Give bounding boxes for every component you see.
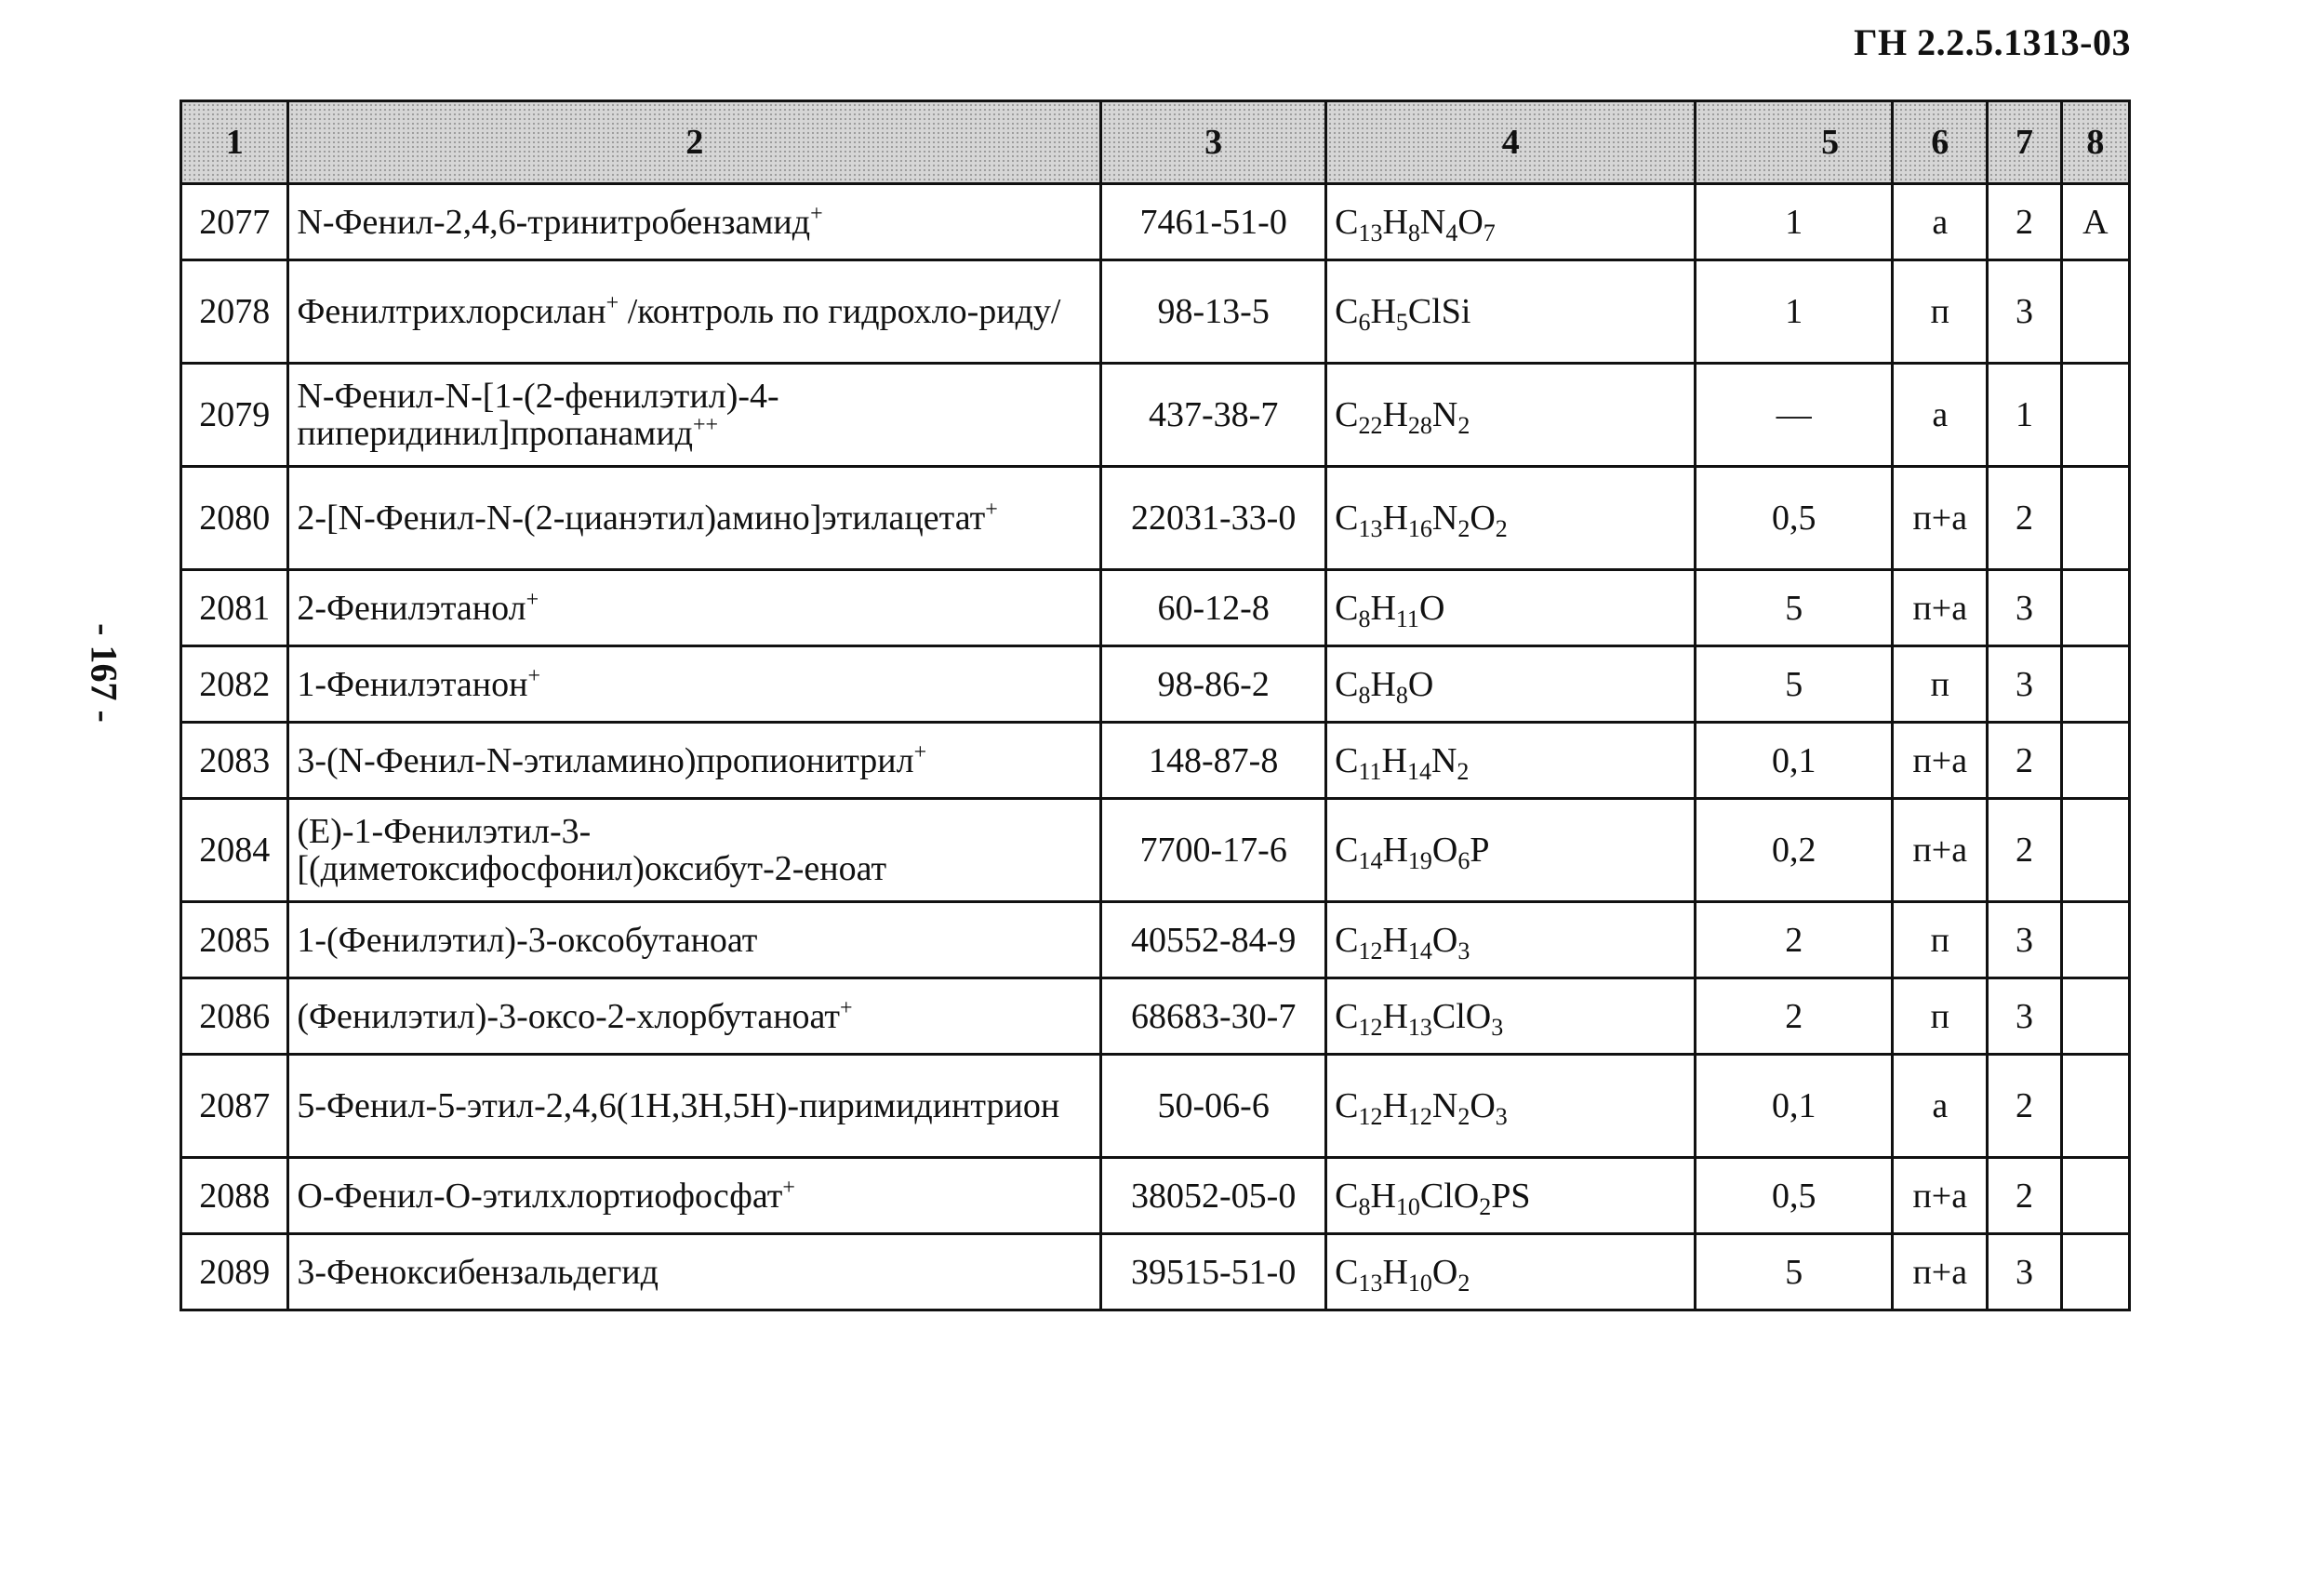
formula-subscript: 14 [1358, 847, 1383, 874]
cas-number: 7461-51-0 [1101, 184, 1326, 260]
substance-name-text: 2-Фенилэтанол [297, 588, 526, 628]
formula-subscript: 14 [1406, 757, 1431, 785]
formula-subscript: 12 [1407, 1103, 1432, 1130]
table-row [181, 1158, 2130, 1234]
formula-element: H [1370, 588, 1396, 628]
note-mark [2061, 1234, 2129, 1310]
note-mark: А [2061, 184, 2129, 260]
cas-number: 148-87-8 [1101, 723, 1326, 799]
formula-element: N [1431, 395, 1458, 434]
formula-subscript: 11 [1395, 605, 1419, 632]
row-number: 2081 [181, 570, 288, 646]
row-number: 2080 [181, 467, 288, 570]
aggregate-state: п [1893, 260, 1988, 364]
row-number: 2082 [181, 646, 288, 723]
cas-number: 98-13-5 [1101, 260, 1326, 364]
formula-subscript: 11 [1358, 757, 1382, 785]
formula-subscript: 16 [1407, 515, 1432, 542]
formula-subscript: 10 [1395, 1192, 1420, 1220]
substance-name-text: 2-[N-Фенил-N-(2-цианэтил)амино]этилацетат [297, 499, 986, 538]
chemical-formula [1326, 902, 1696, 978]
chemical-formula [1326, 723, 1696, 799]
chemical-formula [1326, 570, 1696, 646]
hazard-mark: + [782, 1175, 795, 1200]
table-row [181, 902, 2130, 978]
exposure-limit: 2 [1696, 902, 1893, 978]
hazard-class: 2 [1988, 467, 2061, 570]
substance-name-text: 3-(N-Фенил-N-этиламино)пропионитрил [297, 740, 914, 780]
exposure-limit: 0,1 [1696, 1055, 1893, 1158]
formula-element: C [1335, 1086, 1359, 1125]
formula-element: C [1335, 1252, 1359, 1292]
substance-name [288, 723, 1101, 799]
note-mark [2061, 902, 2129, 978]
formula-element: C [1335, 292, 1359, 331]
formula-element: C [1335, 499, 1359, 538]
note-mark [2061, 570, 2129, 646]
formula-subscript: 22 [1358, 412, 1383, 439]
table-row [181, 570, 2130, 646]
formula-element: ClO [1419, 1176, 1480, 1216]
formula-element: O [1457, 202, 1483, 242]
formula-element: C [1335, 1176, 1359, 1216]
formula-element: C [1335, 996, 1359, 1036]
row-number: 2084 [181, 799, 288, 902]
formula-subscript: 12 [1358, 937, 1383, 964]
exposure-limit: — [1696, 364, 1893, 467]
table-body [181, 184, 2130, 1310]
hazard-mark: + [840, 995, 853, 1020]
row-number: 2089 [181, 1234, 288, 1310]
table-row [181, 364, 2130, 467]
aggregate-state: п [1893, 646, 1988, 723]
aggregate-state: а [1893, 364, 1988, 467]
formula-subscript: 2 [1457, 412, 1470, 439]
hazard-class: 3 [1988, 902, 2061, 978]
formula-element: C [1335, 588, 1359, 628]
hazard-class: 2 [1988, 1158, 2061, 1234]
column-header-4: 4 [1326, 101, 1696, 184]
exposure-limit: 1 [1696, 184, 1893, 260]
aggregate-state: п+а [1893, 1234, 1988, 1310]
exposure-limit: 5 [1696, 646, 1893, 723]
hazard-mark: + [526, 587, 539, 612]
formula-element: N [1419, 202, 1446, 242]
note-mark [2061, 260, 2129, 364]
formula-subscript: 14 [1407, 937, 1432, 964]
formula-element: N [1431, 499, 1458, 538]
hazard-class: 3 [1988, 1234, 2061, 1310]
note-mark [2061, 1158, 2129, 1234]
substance-name [288, 467, 1101, 570]
aggregate-state: п+а [1893, 723, 1988, 799]
chemical-formula [1326, 467, 1696, 570]
formula-subscript: 2 [1457, 1269, 1470, 1297]
aggregate-state: п [1893, 902, 1988, 978]
exposure-limit: 1 [1696, 260, 1893, 364]
formula-subscript: 7 [1483, 219, 1496, 246]
formula-element: O [1431, 920, 1458, 960]
substance-name-text: 3-Феноксибензальдегид [297, 1252, 659, 1292]
column-header-7: 7 [1988, 101, 2061, 184]
table-row [181, 978, 2130, 1055]
cas-number: 50-06-6 [1101, 1055, 1326, 1158]
formula-subscript: 8 [1395, 681, 1408, 709]
hazard-mark: + [605, 291, 619, 315]
hazard-mark: + [810, 201, 823, 226]
formula-element: H [1382, 1086, 1408, 1125]
formula-element: H [1370, 292, 1396, 331]
aggregate-state: а [1893, 1055, 1988, 1158]
chemical-formula [1326, 260, 1696, 364]
formula-element: P [1470, 831, 1490, 870]
formula-element: H [1381, 740, 1407, 780]
formula-subscript: 2 [1457, 757, 1470, 785]
cas-number: 22031-33-0 [1101, 467, 1326, 570]
aggregate-state: п+а [1893, 1158, 1988, 1234]
formula-subscript: 8 [1358, 1192, 1371, 1220]
cas-number: 39515-51-0 [1101, 1234, 1326, 1310]
row-number: 2085 [181, 902, 288, 978]
formula-subscript: 3 [1491, 1013, 1504, 1041]
formula-element: C [1335, 831, 1359, 870]
note-mark [2061, 799, 2129, 902]
table-row [181, 467, 2130, 570]
substance-name-note: /контроль по гидрохло-риду/ [619, 292, 1061, 331]
column-header-8: 8 [2061, 101, 2129, 184]
formula-element: C [1335, 740, 1359, 780]
exposure-limit: 0,5 [1696, 467, 1893, 570]
row-number: 2078 [181, 260, 288, 364]
formula-element: O [1470, 1086, 1496, 1125]
note-mark [2061, 978, 2129, 1055]
column-header-2: 2 [288, 101, 1101, 184]
exposure-limit: 2 [1696, 978, 1893, 1055]
substance-name [288, 1234, 1101, 1310]
formula-subscript: 13 [1358, 1269, 1383, 1297]
table-row [181, 184, 2130, 260]
hazard-class: 2 [1988, 184, 2061, 260]
chemical-formula [1326, 1158, 1696, 1234]
formula-element: PS [1491, 1176, 1531, 1216]
formula-subscript: 4 [1445, 219, 1458, 246]
formula-element: H [1382, 395, 1408, 434]
substance-name-text: O-Фенил-O-этилхлортиофосфат [297, 1176, 783, 1216]
cas-number: 7700-17-6 [1101, 799, 1326, 902]
substance-name [288, 1055, 1101, 1158]
substance-name [288, 364, 1101, 467]
cas-number: 40552-84-9 [1101, 902, 1326, 978]
formula-element: C [1335, 202, 1359, 242]
formula-element: O [1418, 588, 1445, 628]
formula-subscript: 12 [1358, 1103, 1383, 1130]
formula-subscript: 6 [1457, 847, 1470, 874]
formula-element: O [1431, 831, 1458, 870]
aggregate-state: п [1893, 978, 1988, 1055]
exposure-limit: 0,5 [1696, 1158, 1893, 1234]
formula-element: C [1335, 664, 1359, 704]
note-mark [2061, 646, 2129, 723]
formula-subscript: 2 [1479, 1192, 1492, 1220]
hazard-class: 2 [1988, 1055, 2061, 1158]
formula-element: O [1407, 664, 1434, 704]
chemical-formula [1326, 646, 1696, 723]
hazard-class: 3 [1988, 978, 2061, 1055]
formula-subscript: 13 [1358, 219, 1383, 246]
formula-subscript: 3 [1457, 937, 1470, 964]
substance-name [288, 799, 1101, 902]
row-number: 2079 [181, 364, 288, 467]
aggregate-state: а [1893, 184, 1988, 260]
formula-element: H [1382, 831, 1408, 870]
table-row [181, 799, 2130, 902]
note-mark [2061, 364, 2129, 467]
formula-element: H [1382, 499, 1408, 538]
row-number: 2086 [181, 978, 288, 1055]
substance-name [288, 570, 1101, 646]
note-mark [2061, 1055, 2129, 1158]
cas-number: 60-12-8 [1101, 570, 1326, 646]
substance-name-text: (Фенилэтил)-3-оксо-2-хлорбутаноат [297, 996, 841, 1036]
formula-subscript: 3 [1495, 1103, 1508, 1130]
table-row [181, 1055, 2130, 1158]
note-mark [2061, 723, 2129, 799]
formula-subscript: 2 [1457, 1103, 1470, 1130]
column-header-1: 1 [181, 101, 288, 184]
formula-element: H [1382, 920, 1408, 960]
formula-subscript: 8 [1407, 219, 1420, 246]
exposure-limit: 5 [1696, 570, 1893, 646]
table-row [181, 646, 2130, 723]
table-row [181, 723, 2130, 799]
aggregate-state: п+а [1893, 467, 1988, 570]
table-row [181, 260, 2130, 364]
hazard-class: 2 [1988, 723, 2061, 799]
formula-element: O [1431, 1252, 1458, 1292]
cas-number: 38052-05-0 [1101, 1158, 1326, 1234]
exposure-limit: 0,2 [1696, 799, 1893, 902]
formula-element: C [1335, 920, 1359, 960]
hazard-mark: + [527, 663, 541, 688]
substance-name-text: 1-Фенилэтанон [297, 664, 528, 704]
substance-name-text: Фенилтрихлорсилан [297, 292, 606, 331]
header-row [181, 101, 2130, 184]
formula-subscript: 13 [1407, 1013, 1432, 1041]
row-number: 2083 [181, 723, 288, 799]
document-code: ГН 2.2.5.1313-03 [1854, 21, 2131, 63]
formula-element: H [1370, 1176, 1396, 1216]
formula-subscript: 28 [1407, 412, 1432, 439]
formula-subscript: 10 [1407, 1269, 1432, 1297]
table-row [181, 1234, 2130, 1310]
note-mark [2061, 467, 2129, 570]
chemical-formula [1326, 978, 1696, 1055]
cas-number: 437-38-7 [1101, 364, 1326, 467]
substance-name [288, 978, 1101, 1055]
formula-element: H [1370, 664, 1396, 704]
substance-name [288, 902, 1101, 978]
substances-table [180, 100, 2131, 1311]
chemical-formula [1326, 1234, 1696, 1310]
row-number: 2087 [181, 1055, 288, 1158]
cas-number: 68683-30-7 [1101, 978, 1326, 1055]
chemical-formula [1326, 1055, 1696, 1158]
formula-element: ClO [1431, 996, 1492, 1036]
formula-subscript: 12 [1358, 1013, 1383, 1041]
formula-element: C [1335, 395, 1359, 434]
hazard-class: 3 [1988, 646, 2061, 723]
aggregate-state: п+а [1893, 799, 1988, 902]
formula-element: H [1382, 996, 1408, 1036]
substance-name [288, 260, 1101, 364]
formula-subscript: 8 [1358, 681, 1371, 709]
page-number: - 167 - [83, 623, 126, 723]
formula-subscript: 8 [1358, 605, 1371, 632]
formula-subscript: 2 [1457, 515, 1470, 542]
hazard-mark: + [985, 498, 998, 522]
chemical-formula [1326, 799, 1696, 902]
substance-name-text: 1-(Фенилэтил)-3-оксобутаноат [297, 920, 758, 960]
formula-element: O [1470, 499, 1496, 538]
formula-subscript: 13 [1358, 515, 1383, 542]
formula-subscript: 2 [1495, 515, 1508, 542]
hazard-mark: ++ [693, 413, 719, 437]
formula-element: H [1382, 202, 1408, 242]
cas-number: 98-86-2 [1101, 646, 1326, 723]
formula-element: H [1382, 1252, 1408, 1292]
exposure-limit: 5 [1696, 1234, 1893, 1310]
substance-name [288, 1158, 1101, 1234]
formula-element: ClSi [1407, 292, 1471, 331]
column-header-5: 5 [1696, 101, 1893, 184]
exposure-limit: 0,1 [1696, 723, 1893, 799]
hazard-class: 2 [1988, 799, 2061, 902]
substance-name-text: N-Фенил-2,4,6-тринитробензамид [297, 202, 811, 242]
row-number: 2088 [181, 1158, 288, 1234]
hazard-class: 1 [1988, 364, 2061, 467]
formula-element: N [1431, 1086, 1458, 1125]
chemical-formula [1326, 364, 1696, 467]
row-number: 2077 [181, 184, 288, 260]
hazard-class: 3 [1988, 570, 2061, 646]
column-header-6: 6 [1893, 101, 1988, 184]
hazard-class: 3 [1988, 260, 2061, 364]
formula-subscript: 6 [1358, 309, 1371, 336]
column-header-3: 3 [1101, 101, 1326, 184]
formula-subscript: 5 [1395, 309, 1408, 336]
substance-name-text: N-Фенил-N-[1-(2-фенилэтил)-4-пиперидинил]пропанамид [297, 377, 779, 453]
substance-name [288, 646, 1101, 723]
hazard-mark: + [913, 739, 927, 765]
substance-name-text: 5-Фенил-5-этил-2,4,6(1H,3H,5H)-пиримидинтрион [297, 1086, 1060, 1125]
substance-name [288, 184, 1101, 260]
chemical-formula [1326, 184, 1696, 260]
formula-subscript: 19 [1407, 847, 1432, 874]
substance-name-text: (E)-1-Фенилэтил-3-[(диметоксифосфонил)оксибут-2-еноат [297, 812, 887, 888]
aggregate-state: п+а [1893, 570, 1988, 646]
formula-element: N [1430, 740, 1457, 780]
